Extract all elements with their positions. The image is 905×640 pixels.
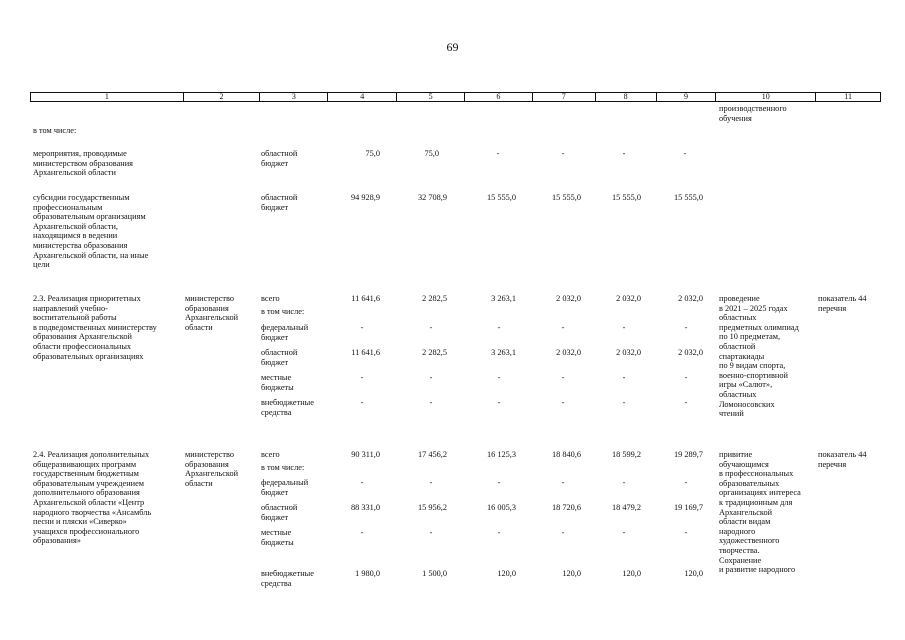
amount-cell: - — [622, 323, 626, 332]
amount-cell: - — [622, 373, 626, 382]
amount-cell: - — [561, 323, 565, 332]
amount-cell: - — [497, 398, 501, 407]
amount-cell: 2 032,0 — [616, 294, 641, 303]
header-cell-6: 6 — [464, 93, 532, 101]
amount-2024: - — [622, 149, 626, 158]
amount-cell: 11 641,6 — [351, 294, 380, 303]
amount-cell: 16 005,3 — [486, 503, 516, 512]
funding-source: федеральный бюджет — [261, 478, 309, 497]
funding-source: областной бюджет — [261, 149, 298, 168]
amount-cell: 18 479,2 — [611, 503, 641, 512]
amount-cell: 19 169,7 — [673, 503, 703, 512]
amount-total: 94 928,9 — [350, 193, 380, 202]
amount-cell: 16 125,3 — [486, 450, 516, 459]
header-cell-9: 9 — [656, 93, 716, 101]
amount-cell: 88 331,0 — [350, 503, 380, 512]
measure-description: мероприятия, проводимые министерством образования Архангельской области — [33, 149, 133, 178]
header-cell-11: 11 — [815, 93, 880, 101]
amount-2021: 75,0 — [424, 149, 439, 158]
funding-source: местные бюджеты — [261, 373, 294, 392]
result-cell: проведение в 2021 – 2025 годах областных предметных олимпиад по 10 предметам, областной спартакиады по 9 видам спорта, военно-спортивной игры «Салют», областных Ломоносовских чтений — [719, 294, 799, 419]
amount-2022: 15 555,0 — [486, 193, 516, 202]
result-cell: производственного обучения — [719, 104, 787, 123]
amount-cell: 2 032,0 — [678, 348, 703, 357]
amount-cell: 1 500,0 — [422, 569, 447, 578]
amount-cell: - — [429, 373, 433, 382]
amount-total: 75,0 — [365, 149, 380, 158]
result-cell: привитие обучающимся в профессиональных образовательных организациях интереса к традиционным для Архангельской области видам народного художественного творчества. Сохранение и развитие народного — [719, 450, 801, 575]
amount-cell: - — [684, 398, 688, 407]
funding-source: областной бюджет — [261, 503, 298, 522]
header-cell-10: 10 — [715, 93, 815, 101]
amount-cell: - — [622, 528, 626, 537]
amount-cell: 2 032,0 — [556, 348, 581, 357]
amount-cell: - — [684, 528, 688, 537]
amount-2023: - — [561, 149, 565, 158]
amount-2022: - — [496, 149, 500, 158]
amount-cell: - — [497, 478, 501, 487]
indicator-cell: показатель 44 перечня — [818, 294, 867, 313]
including-label: в том числе: — [33, 126, 77, 135]
amount-cell: - — [497, 373, 501, 382]
funding-source: всего — [261, 294, 280, 303]
amount-cell: 15 956,2 — [417, 503, 447, 512]
table-header-row — [30, 92, 881, 102]
amount-cell: 90 311,0 — [351, 450, 380, 459]
amount-cell: - — [622, 478, 626, 487]
amount-cell: - — [497, 528, 501, 537]
amount-2025: - — [683, 149, 687, 158]
amount-cell: - — [429, 323, 433, 332]
amount-cell: - — [429, 528, 433, 537]
amount-cell: 1 980,0 — [355, 569, 380, 578]
amount-cell: 120,0 — [562, 569, 581, 578]
amount-cell: 2 032,0 — [556, 294, 581, 303]
amount-cell: 2 282,5 — [422, 294, 447, 303]
amount-cell: 3 263,1 — [491, 294, 516, 303]
amount-cell: - — [360, 528, 364, 537]
amount-cell: 2 282,5 — [422, 348, 447, 357]
amount-2021: 32 708,9 — [417, 193, 447, 202]
amount-cell: - — [360, 478, 364, 487]
funding-source: в том числе: — [261, 307, 305, 316]
header-cell-8: 8 — [595, 93, 656, 101]
amount-cell: 2 032,0 — [616, 348, 641, 357]
amount-cell: - — [497, 323, 501, 332]
amount-cell: 18 599,2 — [611, 450, 641, 459]
measure-description: 2.4. Реализация дополнительных общеразвивающих программ государственным бюджетным образовательным учреждением дополнительного образования Архангельской области «Центр народного творчества «Ансамбль песни и пляски «Сиверко» учащихся профессионального образования» — [33, 450, 152, 546]
funding-source: в том числе: — [261, 463, 305, 472]
amount-cell: - — [360, 323, 364, 332]
amount-2023: 15 555,0 — [551, 193, 581, 202]
funding-source: федеральный бюджет — [261, 323, 309, 342]
amount-cell: - — [561, 478, 565, 487]
amount-cell: - — [684, 373, 688, 382]
measure-description: субсидии государственным профессиональным образовательным организациям Архангельской области, находящимся в ведении министерства образования Архангельской области, на иные цели — [33, 193, 149, 270]
amount-cell: - — [561, 373, 565, 382]
amount-cell: 120,0 — [497, 569, 516, 578]
indicator-cell: показатель 44 перечня — [818, 450, 867, 469]
amount-cell: - — [429, 398, 433, 407]
amount-cell: 18 840,6 — [551, 450, 581, 459]
amount-cell: - — [684, 478, 688, 487]
header-cell-4: 4 — [327, 93, 396, 101]
amount-cell: 11 641,6 — [351, 348, 380, 357]
funding-source: областной бюджет — [261, 348, 298, 367]
amount-cell: 19 289,7 — [673, 450, 703, 459]
header-cell-7: 7 — [532, 93, 595, 101]
funding-source: областной бюджет — [261, 193, 298, 212]
header-cell-1: 1 — [104, 92, 109, 101]
amount-cell: 17 456,2 — [417, 450, 447, 459]
amount-cell: - — [561, 398, 565, 407]
amount-cell: - — [429, 478, 433, 487]
amount-cell: - — [622, 398, 626, 407]
amount-cell: 3 263,1 — [491, 348, 516, 357]
amount-cell: - — [360, 398, 364, 407]
executor: министерство образования Архангельской области — [185, 294, 239, 332]
executor: министерство образования Архангельской области — [185, 450, 239, 488]
funding-source: внебюджетные средства — [261, 398, 314, 417]
funding-source: внебюджетные средства — [261, 569, 314, 588]
amount-cell: 120,0 — [684, 569, 703, 578]
amount-cell: - — [360, 373, 364, 382]
funding-source: местные бюджеты — [261, 528, 294, 547]
amount-cell: - — [684, 323, 688, 332]
amount-cell: 18 720,6 — [551, 503, 581, 512]
amount-2025: 15 555,0 — [673, 193, 703, 202]
header-cell-2: 2 — [183, 93, 260, 101]
amount-cell: 120,0 — [622, 569, 641, 578]
page-number: 69 — [446, 40, 459, 54]
measure-description: 2.3. Реализация приоритетных направлений учебно- воспитательной работы в подведомственных министерству образования Архангельской области профессиональных образовательных организациях — [33, 294, 157, 361]
funding-source: всего — [261, 450, 280, 459]
header-cell-3: 3 — [259, 93, 327, 101]
header-cell-5: 5 — [396, 93, 464, 101]
amount-cell: 2 032,0 — [678, 294, 703, 303]
amount-cell: - — [561, 528, 565, 537]
amount-2024: 15 555,0 — [611, 193, 641, 202]
